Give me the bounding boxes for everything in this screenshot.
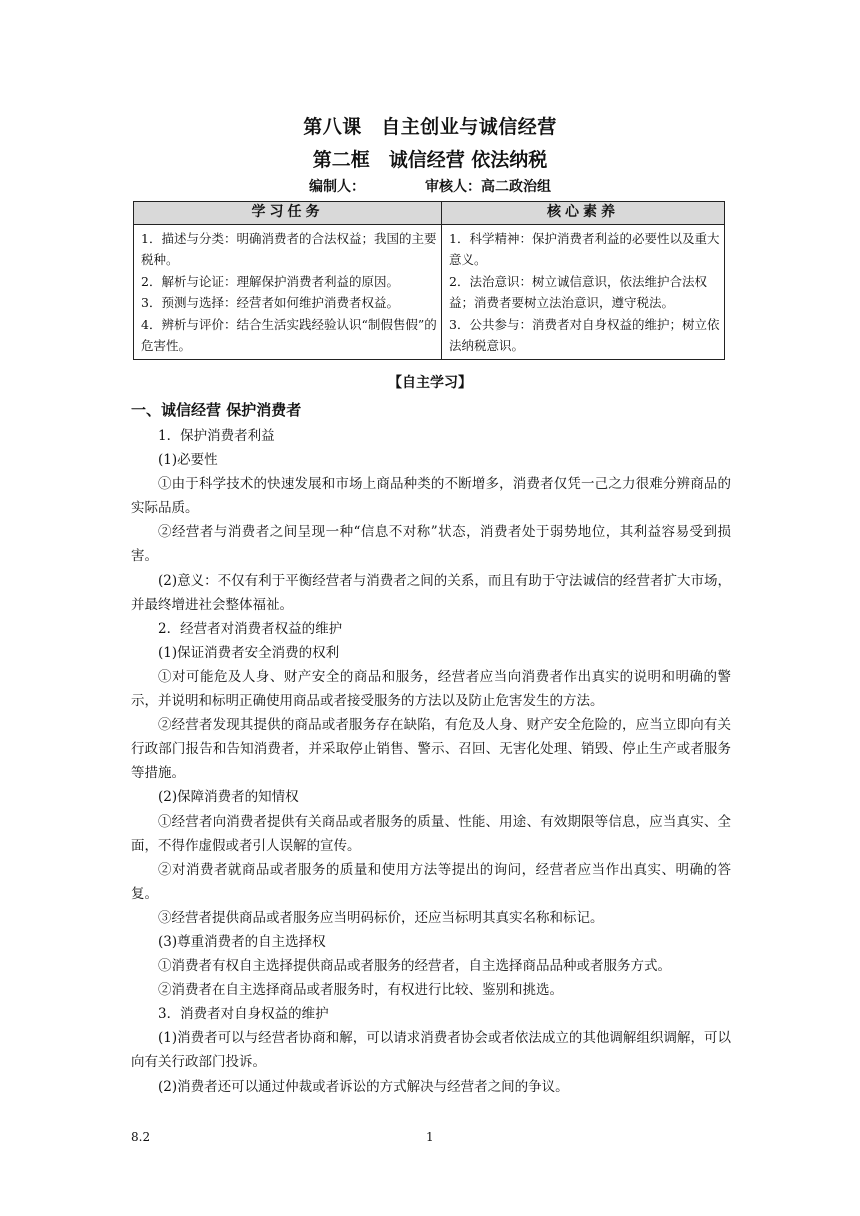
heading-1: 一、诚信经营 保护消费者 bbox=[131, 401, 302, 419]
paragraph: (1)保证消费者安全消费的权利 bbox=[158, 644, 340, 661]
paragraph: (1)消费者可以与经营者协商和解，可以请求消费者协会或者依法成立的其他调解组织调解，可以向有关行政部门投诉。 bbox=[131, 1030, 731, 1071]
editor-line bbox=[0, 176, 860, 196]
paragraph: ①由于科学技术的快速发展和市场上商品种类的不断增多，消费者仅凭一己之力很难分辨商品的实际品质。 bbox=[131, 476, 731, 517]
reviewer-label: 审核人：高二政治组 bbox=[425, 179, 551, 195]
objectives-table bbox=[133, 201, 725, 360]
page-number: 1 bbox=[426, 1130, 434, 1144]
paragraph: ③经营者提供商品或者服务应当明码标价，还应当标明其真实名称和标记。 bbox=[158, 909, 604, 926]
section-heading: 【自主学习】 bbox=[388, 375, 472, 391]
paragraph: (2)消费者还可以通过仲裁或者诉讼的方式解决与经营者之间的争议。 bbox=[158, 1078, 569, 1095]
paragraph: ②经营者与消费者之间呈现一种“信息不对称”状态，消费者处于弱势地位，其利益容易受到损害。 bbox=[131, 524, 731, 565]
task-item: 3．预测与选择：经营者如何维护消费者权益。 bbox=[141, 295, 399, 310]
table-header-literacy: 核心素养 bbox=[442, 202, 725, 225]
paragraph: (1)必要性 bbox=[158, 452, 218, 469]
paragraph: (2)意义：不仅有利于平衡经营者与消费者之间的关系，而且有助于守法诚信的经营者扩大市场，并最终增进社会整体福祉。 bbox=[131, 572, 731, 613]
tasks-cell bbox=[134, 224, 442, 359]
task-item: 2．解析与论证：理解保护消费者利益的原因。 bbox=[141, 273, 399, 289]
literacy-item: 1．科学精神：保护消费者利益的必要性以及重大意义。 bbox=[449, 230, 720, 267]
table-header-tasks: 学习任务 bbox=[134, 202, 442, 225]
footer-date: 8.2 bbox=[131, 1130, 151, 1144]
task-item: 4．辨析与评价：结合生活实践经验认识“制假售假”的危害性。 bbox=[141, 316, 437, 353]
body-text bbox=[131, 424, 731, 1099]
lesson-title: 第八课 自主创业与诚信经营 bbox=[303, 116, 557, 138]
literacy-cell bbox=[442, 224, 725, 359]
compiler-label: 编制人： bbox=[309, 179, 365, 195]
paragraph: 3．消费者对自身权益的维护 bbox=[158, 1006, 329, 1023]
lesson-subtitle: 第二框 诚信经营 依法纳税 bbox=[312, 149, 548, 171]
paragraph: 2．经营者对消费者权益的维护 bbox=[158, 620, 343, 637]
paragraph: (2)保障消费者的知情权 bbox=[158, 789, 299, 806]
paragraph: ②对消费者就商品或者服务的质量和使用方法等提出的询问，经营者应当作出真实、明确的答复。 bbox=[131, 861, 731, 902]
paragraph: (3)尊重消费者的自主选择权 bbox=[158, 933, 326, 950]
paragraph: ②消费者在自主选择商品或者服务时，有权进行比较、鉴别和挑选。 bbox=[158, 982, 563, 999]
paragraph: ①消费者有权自主选择提供商品或者服务的经营者，自主选择商品品种或者服务方式。 bbox=[158, 958, 671, 975]
paragraph: ①经营者向消费者提供有关商品或者服务的质量、性能、用途、有效期限等信息，应当真实、全面，不得作虚假或者引人误解的宣传。 bbox=[131, 813, 731, 854]
literacy-item: 3．公共参与：消费者对自身权益的维护；树立依法纳税意识。 bbox=[449, 316, 720, 353]
paragraph: 1．保护消费者利益 bbox=[158, 428, 275, 444]
paragraph: ①对可能危及人身、财产安全的商品和服务，经营者应当向消费者作出真实的说明和明确的警示，并说明和标明正确使用商品或者接受服务的方法以及防止危害发生的方法。 bbox=[131, 668, 731, 710]
paragraph: ②经营者发现其提供的商品或者服务存在缺陷，有危及人身、财产安全危险的，应当立即向有关行政部门报告和告知消费者，并采取停止销售、警示、召回、无害化处理、销毁、停止生产或者服务等措施。 bbox=[131, 717, 731, 782]
literacy-item: 2．法治意识：树立诚信意识，依法维护合法权益；消费者要树立法治意识，遵守税法。 bbox=[449, 273, 707, 310]
task-item: 1．描述与分类：明确消费者的合法权益；我国的主要税种。 bbox=[141, 230, 437, 267]
